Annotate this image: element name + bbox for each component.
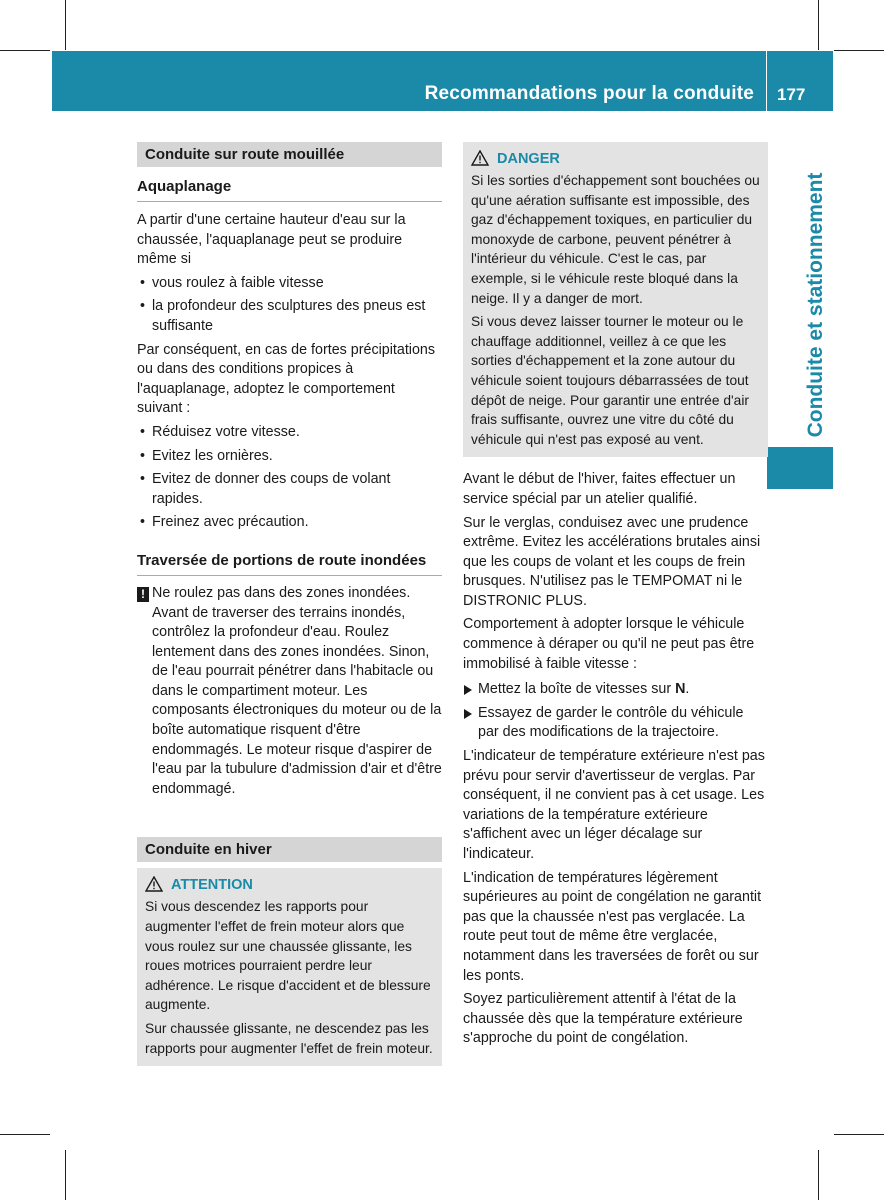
danger-heading: [471, 149, 760, 169]
crop-mark: [0, 1134, 50, 1135]
list-item: • Evitez de donner des coups de volant rapides.: [137, 470, 442, 509]
exclamation-icon: !: [137, 587, 149, 602]
side-tab-label: [805, 170, 827, 440]
paragraph: Avant le début de l'hiver, faites effectuer un service spécial par un atelier qualifié.: [463, 471, 736, 507]
danger-box: [463, 142, 768, 457]
crop-mark: [834, 1134, 884, 1135]
crop-mark: [834, 50, 884, 51]
danger-title: DANGER: [497, 151, 560, 167]
subheading-aquaplaning: Aquaplanage: [137, 177, 442, 202]
divider: [137, 575, 442, 576]
list-item: • Réduisez votre vitesse.: [137, 423, 442, 443]
danger-text: Si les sorties d'échappement sont bouchées ou qu'une aération suffisante est impossible, des gaz d'échappement toxiques, en particulier du monoxyde de carbone, peuvent pénétrer à l'intérieur du véhicule. C'est le cas, par exemple, si le véhicule reste bloqué dans la neige. Il y a danger de mort.: [471, 173, 760, 306]
notice-block: [137, 584, 442, 800]
step-item: [463, 680, 768, 700]
attention-title: ATTENTION: [171, 877, 253, 894]
paragraph: A partir d'une certaine hauteur d'eau sur la chaussée, l'aquaplanage peut se produire même si: [137, 212, 406, 268]
step-item: [463, 704, 768, 743]
crop-mark: [65, 1150, 66, 1200]
section-heading-wet-road: Conduite sur route mouillée: [137, 142, 442, 167]
list-item: • Freinez avec précaution.: [137, 513, 442, 533]
attention-text: Sur chaussée glissante, ne descendez pas les rapports pour augmenter l'effet de frein moteur.: [145, 1021, 433, 1056]
paragraph: L'indication de températures légèrement supérieures au point de congélation ne garantit pas que la chaussée n'est pas verglacée. La route peut tout de même être verglacée, notamment dans les traversées de forêt ou sur les ponts.: [463, 869, 762, 984]
danger-text: Si vous devez laisser tourner le moteur ou le chauffage additionnel, veillez à ce que les sorties d'échappement et la zone autour du véhicule soient toujours débarrassées de tout dépôt de neige. Pour garantir une entrée d'air frais suffisante, ouvrez une vitre du côté du véhicule qui n'est pas exposé au vent.: [471, 314, 749, 447]
list-item: • vous roulez à faible vitesse: [137, 274, 442, 294]
list-item: • la profondeur des sculptures des pneus est suffisante: [137, 297, 442, 336]
side-tab-text: Conduite et stationnement: [804, 172, 827, 438]
section-heading-winter: Conduite en hiver: [137, 837, 442, 862]
paragraph: Par conséquent, en cas de fortes précipitations ou dans des conditions propices à l'aquaplanage, adoptez le comportement suivant :: [137, 341, 436, 417]
paragraph: L'indicateur de température extérieure n'est pas prévu pour servir d'avertisseur de verglas. Par conséquent, il ne convient pas à cet usage. Les variations de la température extérieure s'affichent avec un léger décalage sur l'indicateur.: [463, 748, 765, 862]
right-column: [463, 142, 768, 1053]
side-tab-marker: [767, 447, 833, 489]
arrow-icon: [464, 685, 472, 695]
page-number: 177: [777, 85, 806, 104]
notice-text: Ne roulez pas dans des zones inondées. Avant de traverser des terrains inondés, contrôlez la profondeur d'eau. Roulez lentement dans des zones inondées. Sinon, de l'eau pourrait pénétrer dans l'habitacle ou dans le compartiment moteur. Les composants électroniques du moteur ou de la boîte automatique risquent d'être endommagés. Le moteur risque d'aspirer de l'eau par la tubulure d'admission d'air et d'être endommagé.: [152, 584, 442, 797]
header-bar: [52, 51, 766, 111]
arrow-icon: [464, 709, 472, 719]
subheading-flooded-roads: Traversée de portions de route inondées: [137, 551, 427, 569]
crop-mark: [818, 0, 819, 50]
paragraph: Soyez particulièrement attentif à l'état de la chaussée dès que la température extérieure s'approche du point de congélation.: [463, 991, 743, 1047]
crop-mark: [818, 1150, 819, 1200]
page-number-box: [767, 51, 833, 111]
step-text: Essayez de garder le contrôle du véhicule par des modifications de la trajectoire.: [478, 704, 744, 741]
page-title: Recommandations pour la conduite: [424, 83, 754, 104]
list-item: • Evitez les ornières.: [137, 447, 442, 467]
warning-triangle-icon: [471, 150, 489, 166]
paragraph: Sur le verglas, conduisez avec une prudence extrême. Evitez les accélérations brutales ainsi que les coups de volant et les coups de frein brusques. N'utilisez pas le TEMPOMAT ni le DISTRONIC PLUS.: [463, 514, 761, 609]
paragraph: Comportement à adopter lorsque le véhicule commence à déraper ou qu'il ne peut pas être immobilisé à faible vitesse :: [463, 616, 755, 672]
crop-mark: [0, 50, 50, 51]
step-text-end: .: [685, 681, 690, 698]
attention-box: [137, 868, 442, 1066]
attention-text: Si vous descendez les rapports pour augmenter l'effet de frein moteur alors que vous roulez sur une chaussée glissante, les roues motrices pourraient perdre leur adhérence. Le risque d'accident et de blessure augmente.: [145, 899, 431, 1013]
gear-position: N: [675, 681, 686, 698]
warning-triangle-icon: [145, 876, 163, 892]
crop-mark: [65, 0, 66, 50]
attention-heading: [145, 875, 434, 895]
left-column: [137, 142, 442, 1066]
step-text: Mettez la boîte de vitesses sur: [478, 681, 676, 698]
